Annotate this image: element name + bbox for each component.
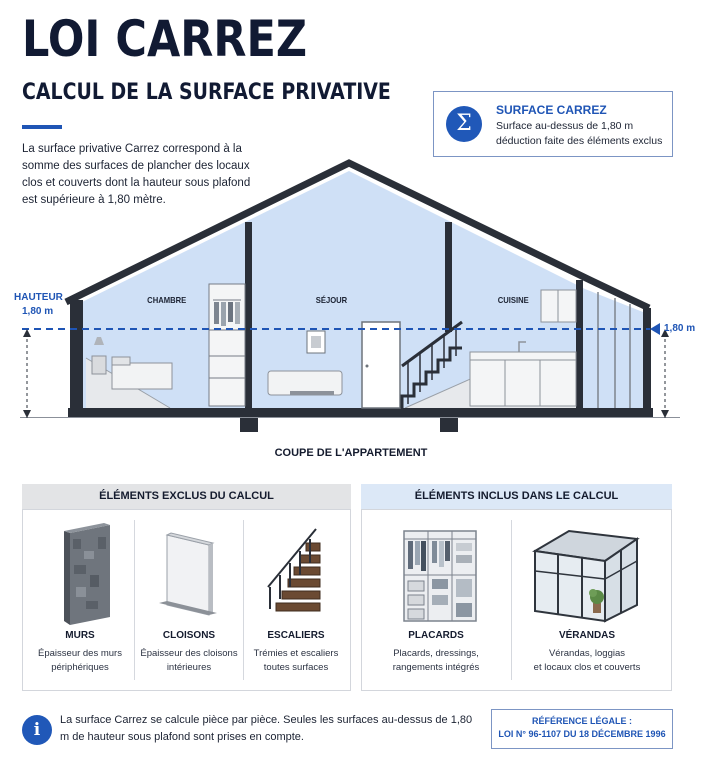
desc-line: Épaisseur des murs: [38, 648, 122, 659]
included-item-desc: [525, 647, 649, 675]
included-panel-header: ÉLÉMENTS INCLUS DANS LE CALCUL: [361, 484, 672, 509]
surface-carrez-card: [433, 91, 673, 157]
desc-line: Trémies et escaliers: [253, 648, 339, 659]
included-item-name: VÉRANDAS: [558, 630, 616, 641]
desc-line: périphériques: [51, 662, 109, 673]
legal-reference-box: [491, 709, 673, 749]
stairs-icon: [240, 517, 352, 627]
partition-icon: [133, 517, 245, 627]
room-label-sejour: SÉJOUR: [315, 295, 348, 305]
legal-reference-title: RÉFÉRENCE LÉGALE :: [531, 716, 632, 726]
surface-carrez-title: SURFACE CARREZ: [496, 103, 607, 117]
page-title: LOI CARREZ: [22, 10, 308, 68]
bed: [112, 363, 172, 389]
desc-line: et locaux clos et couverts: [533, 662, 641, 673]
sigma-icon: Σ: [446, 106, 482, 142]
right-height-value: 1,80 m: [664, 323, 696, 334]
section-caption: COUPE DE L'APPARTEMENT: [274, 447, 428, 459]
height-arrow-right: [650, 323, 660, 335]
nightstand: [92, 356, 106, 374]
title-underline: [22, 125, 62, 129]
excluded-item-name: CLOISONS: [162, 630, 216, 641]
intro-text: La surface privative Carrez correspond à la somme des surfaces de plancher des locaux clos et couverts dont la hauteur sous plafond est supérieure à 1,80 mètre.: [22, 143, 251, 206]
desc-line: Vérandas, loggias: [548, 648, 626, 659]
excluded-item-name: ESCALIERS: [267, 630, 325, 641]
excluded-item-cloisons: [133, 509, 245, 691]
excluded-item-desc: [240, 647, 352, 675]
room-label-cuisine: CUISINE: [497, 295, 529, 305]
excluded-item-desc: [24, 647, 136, 675]
included-item-verandas: [525, 509, 649, 691]
included-item-placards: [380, 509, 492, 691]
included-item-desc: [380, 647, 492, 675]
info-icon: i: [22, 715, 52, 745]
closet-icon: [380, 517, 492, 627]
surface-carrez-line1: Surface au-dessus de 1,80 m: [496, 120, 634, 132]
desc-line: Épaisseur des cloisons: [140, 648, 238, 659]
excluded-item-escaliers: [240, 509, 352, 691]
surface-carrez-text: [496, 119, 671, 149]
divider: [511, 520, 512, 680]
excluded-item-name: MURS: [65, 630, 95, 641]
room-label-chambre: CHAMBRE: [147, 295, 187, 305]
excluded-item-murs: [24, 509, 136, 691]
legal-reference-text: LOI N° 96-1107 DU 18 DÉCEMBRE 1996: [498, 729, 666, 739]
included-item-name: PLACARDS: [408, 630, 464, 641]
excluded-item-desc: [133, 647, 245, 675]
surface-carrez-line2: déduction faite des éléments exclus: [496, 135, 663, 147]
veranda-post: [576, 280, 583, 410]
partition-2: [445, 222, 452, 332]
desc-line: toutes surfaces: [263, 662, 329, 673]
excluded-panel-header: ÉLÉMENTS EXCLUS DU CALCUL: [22, 484, 351, 509]
wall-icon: [24, 517, 136, 627]
apartment-section-diagram: [0, 150, 702, 440]
veranda-icon: [525, 517, 649, 627]
page-subtitle: CALCUL DE LA SURFACE PRIVATIVE: [22, 80, 391, 105]
floor-slab: [68, 408, 653, 417]
wall-left: [70, 300, 83, 412]
desc-line: intérieures: [166, 662, 212, 673]
desc-line: Placards, dressings,: [393, 648, 479, 659]
info-text: La surface Carrez se calcule pièce par pièce. Seules les surfaces au-dessus de 1,80 m de hauteur sous plafond sont prises en compte.: [60, 714, 473, 743]
hauteur-label: HAUTEUR: [14, 292, 63, 303]
info-note: [18, 710, 478, 750]
hauteur-value: 1,80 m: [22, 306, 54, 317]
partition-1: [245, 222, 252, 408]
wall-right: [643, 308, 651, 412]
desc-line: rangements intégrés: [392, 662, 480, 673]
